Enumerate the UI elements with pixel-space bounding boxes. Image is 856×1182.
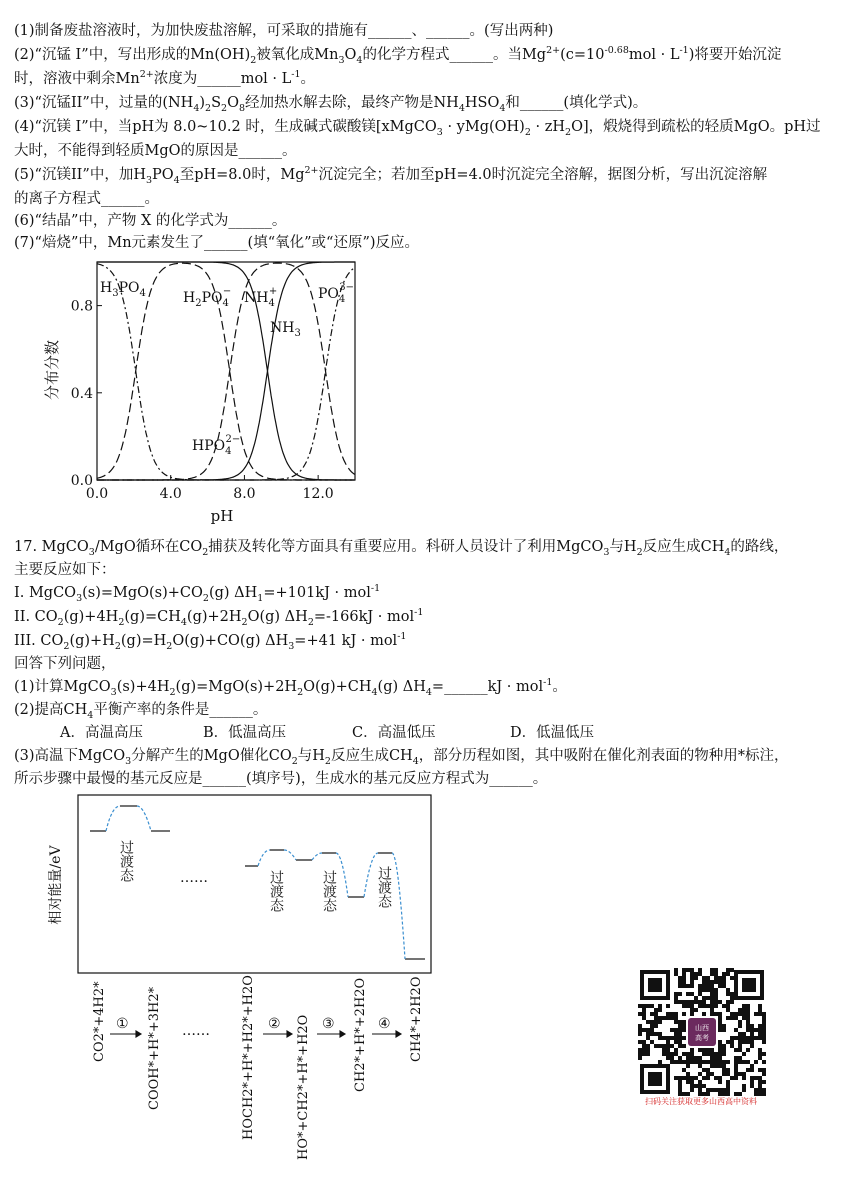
q17-intro-1: 17. MgCO$_3$/MgO循环在$CO_2$捕获及转化等方面具有重要应用。科研人员设计了利用MgCO$_3$与$H_2$反应生成$CH_4$的路线， xyxy=(14,539,789,558)
q17-part-2: (2)提高$CH_4$平衡产率的条件是______。 xyxy=(14,702,268,721)
svg-text:山西: 山西 xyxy=(695,1024,709,1032)
q16-line-6: 大时，不能得到轻质MgO的原因是______。 xyxy=(14,143,297,159)
label-h3po4: $H_3PO_4$ xyxy=(100,280,146,299)
q17-reaction-2: II. $CO_2(g)+4H_2(g)=CH_4(g)+2H_2O(g) \Delta H_2=-166kJ \cdot mol^{-1}$ xyxy=(14,607,424,628)
chart-ylabel: 分布分数 xyxy=(43,339,61,401)
label-po4: $PO_43-$ xyxy=(318,282,355,305)
species-5: CH2*+H*+2H2O xyxy=(353,977,368,1092)
series-line-po4-3- xyxy=(97,267,355,480)
chart-xlabel: pH xyxy=(210,507,234,525)
energy-ellipsis: …… xyxy=(180,870,208,886)
q16-line-5: (4)“沉镁 I”中，当pH为 8.0~10.2 时，生成碱式碳酸镁[xMgCO$_3$ · $yMg(OH)_2 \cdot zH_2O$]，煅烧得到疏松的轻质MgO。pH过 xyxy=(14,119,821,138)
label-nh4: $NH_4+$ xyxy=(244,286,278,309)
q17-reaction-3: III. $CO_2(g)+H_2(g)=H_2O(g)+CO(g)$ $\Delta H_3=+41$ kJ · mol$^{-1}$ xyxy=(14,631,407,652)
label-h2po4: $H_2PO_4-$ xyxy=(183,286,232,309)
q17-part-3b: 所示步骤中最慢的基元反应是______(填序号)，生成水的基元反应方程式为______。 xyxy=(14,771,548,787)
svg-text:高考: 高考 xyxy=(695,1034,709,1042)
series-line-nh3 xyxy=(97,262,355,480)
species-3: HOCH2*+H*+H2*+H2O xyxy=(241,975,256,1140)
option-b: B．低温高压 xyxy=(203,725,287,741)
q16-line-8: 的离子方程式______。 xyxy=(14,191,159,207)
ts-label-4: 过渡态 xyxy=(376,866,392,908)
species-ellipsis: …… xyxy=(182,1023,210,1039)
q17-ask: 回答下列问题， xyxy=(14,656,116,672)
y-tick-label: 0.4 xyxy=(70,385,93,402)
series-line-hpo4-2- xyxy=(97,263,355,480)
ts-label-3: 过渡态 xyxy=(321,870,337,912)
q16-line-1: (1)制备废盐溶液时，为加快废盐溶解，可采取的措施有______、______。(写出两种) xyxy=(14,23,554,39)
step-1-label: ① xyxy=(116,1016,129,1032)
q17-reaction-1: I. $MgCO_3(s)=MgO(s)+CO_2(g) \Delta H_1=+101kJ \cdot mol^{-1}$ xyxy=(14,583,381,604)
species-4: HO*+CH2*+H*+H2O xyxy=(296,1014,311,1160)
species-2: COOH*+H*+3H2* xyxy=(147,986,162,1110)
option-d: D．低温低压 xyxy=(510,725,595,741)
q16-line-9: (6)“结晶”中，产物 X 的化学式为______。 xyxy=(14,213,287,229)
species-6: CH4*+2H2O xyxy=(409,976,424,1062)
step-4-label: ④ xyxy=(378,1016,391,1032)
species-1: CO2*+4H2* xyxy=(92,981,107,1062)
step-3-label: ③ xyxy=(322,1016,335,1032)
q17-part-3: (3)高温下MgCO$_3$分解产生的MgO催化$CO_2$与$H_2$反应生成$CH_4$，部分历程如图，其中吸附在催化剂表面的物种用*标注， xyxy=(14,748,789,767)
label-hpo4: $HPO_42-$ xyxy=(192,434,241,457)
q16-line-2: (2)“沉锰 I”中，写出形成的$Mn(OH)_2$被氧化成$Mn_3O_4$的化学方程式______。当$Mg^{2+}(c=10^{-0.68}mol \cdot L^{-1})$将要开始沉淀 xyxy=(14,45,782,66)
q17-part-1: (1)计算$MgCO_3(s)+4H_2(g)=MgO(s)+2H_2O(g)+CH_4(g)$ $\Delta H_4=\_\_\_\_\_\_kJ \cdot mol^{-1}$。 xyxy=(14,677,567,698)
ts-label-1: 过渡态 xyxy=(118,840,134,882)
q16-line-4: (3)“沉锰II”中，过量的$(NH_4)_2S_2O_8$经加热水解去除，最终产物是$NH_4HSO_4$和______(填化学式)。 xyxy=(14,95,648,114)
chart-frame xyxy=(97,262,355,480)
x-tick-label: 12.0 xyxy=(302,486,334,502)
series-line-nh4- xyxy=(97,262,355,480)
qr-caption: 扫码关注获取更多山西高中资料 xyxy=(645,1097,757,1106)
option-a: A．高温高压 xyxy=(60,725,143,741)
energy-path xyxy=(106,806,405,959)
q16-line-10: (7)“焙烧”中，Mn元素发生了______(填“氧化”或“还原”)反应。 xyxy=(14,235,420,251)
x-tick-label: 8.0 xyxy=(233,486,256,502)
ts-label-2: 过渡态 xyxy=(268,870,284,912)
option-c: C．高温低压 xyxy=(352,725,436,741)
y-tick-label: 0.0 xyxy=(70,473,93,489)
series-line-h3po4 xyxy=(97,264,355,480)
energy-ylabel: 相对能量/eV xyxy=(48,845,64,925)
energy-levels xyxy=(90,806,425,959)
x-tick-label: 0.0 xyxy=(85,486,109,502)
energy-frame xyxy=(78,795,431,973)
chart-series xyxy=(97,262,355,480)
q16-line-7: (5)“沉镁II”中，加$H_3PO_4$至pH=8.0时，$Mg^{2+}$沉淀完全；若加至pH=4.0时沉淀完全溶解，据图分析，写出沉淀溶解 xyxy=(14,165,768,186)
y-tick-label: 0.8 xyxy=(70,298,93,315)
series-line-h2po4- xyxy=(97,263,355,480)
qr-code-icon[interactable] xyxy=(638,968,766,1096)
step-2-label: ② xyxy=(268,1016,281,1032)
q17-intro-2: 主要反应如下： xyxy=(14,562,116,578)
x-tick-label: 4.0 xyxy=(159,486,182,502)
step-arrows xyxy=(110,1031,401,1037)
q16-line-3: 时，溶液中剩余$Mn^{2+}$浓度为______mol · $L^{-1}$。 xyxy=(14,69,316,87)
chart-ticks xyxy=(71,299,334,502)
label-nh3: $NH_3$ xyxy=(270,320,301,339)
